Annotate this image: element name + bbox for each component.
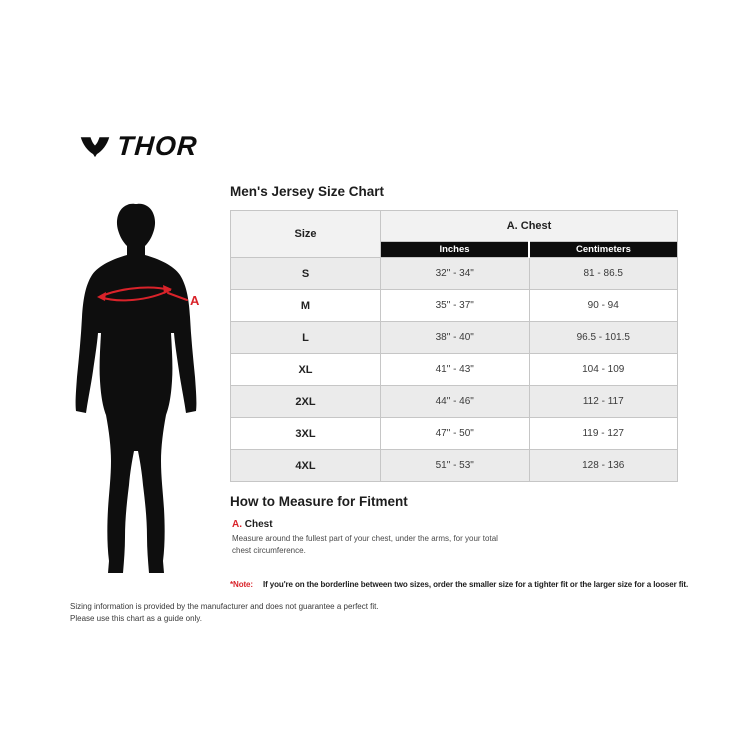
inches-cell: 44" - 46" xyxy=(381,386,530,418)
size-cell: S xyxy=(231,258,381,290)
col-header-chest: A. Chest xyxy=(381,211,678,242)
table-row xyxy=(231,258,678,290)
inches-cell: 38" - 40" xyxy=(381,322,530,354)
table-row xyxy=(231,386,678,418)
brand-name: THOR xyxy=(115,131,199,161)
inches-cell: 32" - 34" xyxy=(381,258,530,290)
chest-point-label: A xyxy=(190,293,200,308)
table-row xyxy=(231,322,678,354)
size-table xyxy=(230,210,678,482)
note-label: *Note: xyxy=(230,580,253,589)
disclaimer xyxy=(70,601,379,624)
cm-cell: 96.5 - 101.5 xyxy=(529,322,678,354)
col-header-size: Size xyxy=(231,211,381,258)
size-cell: L xyxy=(231,322,381,354)
body-silhouette-figure xyxy=(60,200,212,580)
table-row xyxy=(231,354,678,386)
col-header-inches: Inches xyxy=(381,242,530,258)
measure-section-heading: How to Measure for Fitment xyxy=(230,494,408,509)
cm-cell: 128 - 136 xyxy=(529,450,678,482)
sizing-note xyxy=(230,580,688,589)
measure-item-description: Measure around the fullest part of your chest, under the arms, for your total chest circumference. xyxy=(232,534,498,555)
disclaimer-line-2: Please use this chart as a guide only. xyxy=(70,613,202,623)
inches-cell: 35" - 37" xyxy=(381,290,530,322)
col-header-centimeters: Centimeters xyxy=(529,242,678,258)
cm-cell: 104 - 109 xyxy=(529,354,678,386)
table-row xyxy=(231,450,678,482)
inches-cell: 41" - 43" xyxy=(381,354,530,386)
note-text: If you're on the borderline between two sizes, order the smaller size for a tighter fit or the larger size for a looser fit. xyxy=(262,580,689,589)
brand-logo xyxy=(80,131,198,162)
size-cell: M xyxy=(231,290,381,322)
inches-cell: 47" - 50" xyxy=(381,418,530,450)
size-cell: 2XL xyxy=(231,386,381,418)
page-title: Men's Jersey Size Chart xyxy=(230,184,385,199)
cm-cell: 119 - 127 xyxy=(529,418,678,450)
table-row xyxy=(231,418,678,450)
table-row xyxy=(231,290,678,322)
inches-cell: 51" - 53" xyxy=(381,450,530,482)
measure-item-name: Chest xyxy=(244,519,273,530)
measure-item-label xyxy=(232,519,273,530)
cm-cell: 90 - 94 xyxy=(529,290,678,322)
measure-item-letter: A. xyxy=(232,519,242,530)
cm-cell: 81 - 86.5 xyxy=(529,258,678,290)
thor-horns-icon xyxy=(80,134,110,160)
man-silhouette xyxy=(76,204,197,573)
size-cell: XL xyxy=(231,354,381,386)
disclaimer-line-1: Sizing information is provided by the manufacturer and does not guarantee a perfect fit. xyxy=(70,602,379,611)
cm-cell: 112 - 117 xyxy=(529,386,678,418)
size-cell: 3XL xyxy=(231,418,381,450)
size-cell: 4XL xyxy=(231,450,381,482)
